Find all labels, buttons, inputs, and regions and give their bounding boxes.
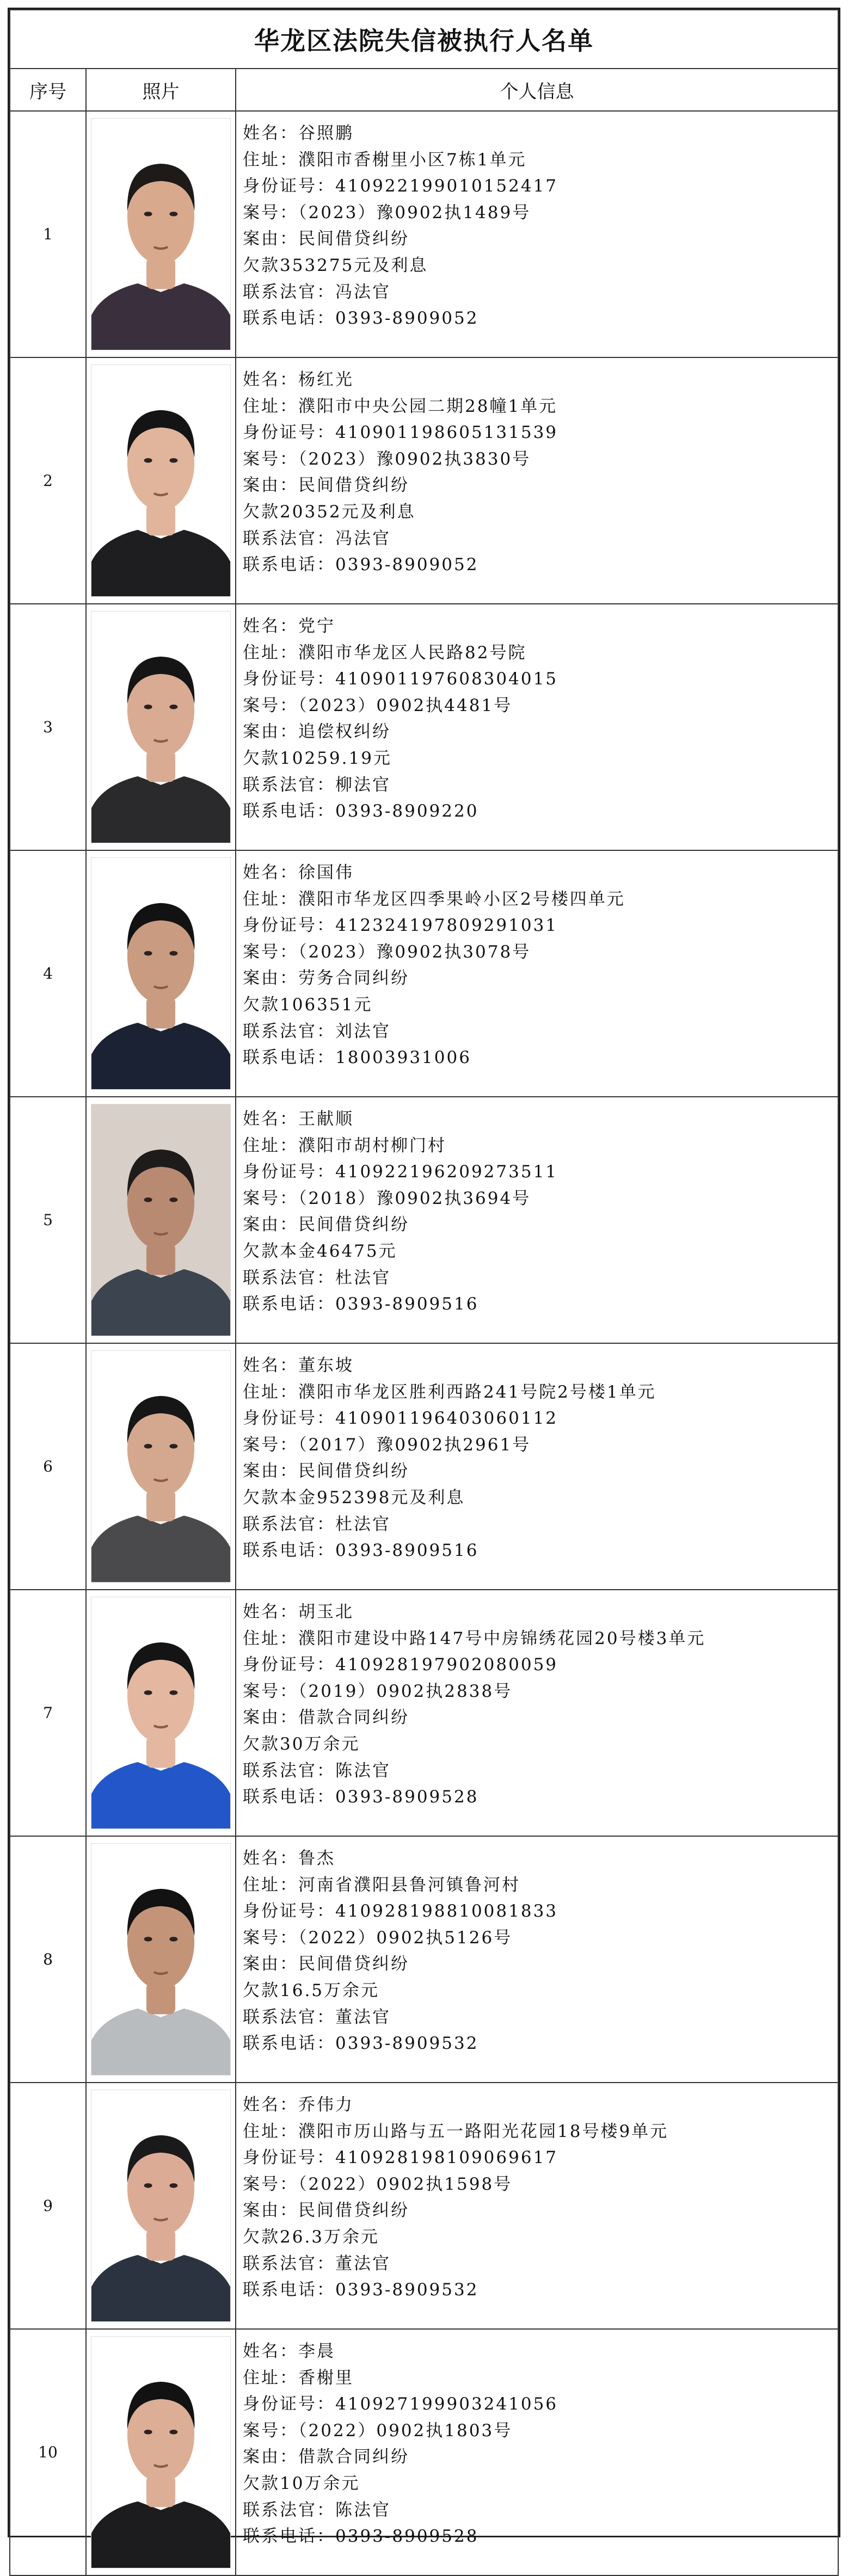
- debt-line: 欠款本金952398元及利息: [243, 1487, 465, 1508]
- address-line: [243, 640, 830, 666]
- judge-value: 杜法官: [335, 1268, 391, 1288]
- judge-value: 刘法官: [335, 1021, 391, 1041]
- personal-info: [236, 1590, 838, 1836]
- case-label: 案号：: [243, 1435, 298, 1455]
- cause-label: 案由：: [243, 2201, 298, 2221]
- judge-line: [243, 2497, 830, 2524]
- debt-line: 欠款30万余元: [243, 1734, 360, 1754]
- photo-cell: [86, 1836, 236, 2083]
- judge-value: 冯法官: [335, 528, 391, 548]
- portrait-photo: [91, 118, 231, 350]
- debtor-table: [9, 9, 839, 2576]
- id-label: 身份证号：: [243, 176, 335, 196]
- debt-line: 欠款本金46475元: [243, 1241, 397, 1261]
- case-value: （2017）豫0902执2961号: [298, 1435, 531, 1455]
- address-value: 濮阳市华龙区胜利西路241号院2号楼1单元: [298, 1382, 656, 1402]
- address-label: 住址：: [243, 1135, 298, 1156]
- portrait-icon: [91, 119, 230, 350]
- cause-value: 民间借贷纠纷: [298, 229, 409, 249]
- portrait-photo: [91, 365, 231, 597]
- name-value: 党宁: [298, 616, 335, 636]
- id-value: 410901196403060112: [335, 1409, 558, 1429]
- judge-line: [243, 1018, 830, 1045]
- name-value: 杨红光: [298, 370, 354, 390]
- address-line: [243, 1626, 830, 1652]
- portrait-icon: [91, 1844, 230, 2075]
- cause-line: [243, 965, 830, 992]
- photo-cell: [86, 2329, 236, 2575]
- judge-label: 联系法官：: [243, 2253, 335, 2274]
- portrait-photo: [91, 1843, 231, 2075]
- id-value: 410928198109069617: [335, 2148, 558, 2168]
- judge-value: 冯法官: [335, 282, 391, 302]
- id-label: 身份证号：: [243, 423, 335, 443]
- address-value: 濮阳市历山路与五一路阳光花园18号楼9单元: [298, 2121, 669, 2141]
- case-value: （2018）豫0902执3694号: [298, 1188, 531, 1208]
- cause-value: 民间借贷纠纷: [298, 475, 409, 496]
- debt-line: 欠款106351元: [243, 994, 373, 1015]
- case-value: （2023）0902执4481号: [298, 695, 513, 715]
- table-row: [10, 1097, 838, 1343]
- phone-value: 0393-8909516: [335, 1294, 479, 1314]
- cause-value: 借款合同纠纷: [298, 1708, 409, 1728]
- portrait-icon: [91, 1104, 230, 1336]
- judge-label: 联系法官：: [243, 1268, 335, 1288]
- judge-label: 联系法官：: [243, 1514, 335, 1534]
- case-value: （2023）豫0902执1489号: [298, 202, 531, 223]
- judge-value: 杜法官: [335, 1514, 391, 1534]
- phone-label: 联系电话：: [243, 555, 335, 575]
- judge-value: 董法官: [335, 2007, 391, 2027]
- id-label: 身份证号：: [243, 1409, 335, 1429]
- id-value: 410901197608304015: [335, 669, 558, 689]
- debt-line: 欠款16.5万余元: [243, 1980, 380, 2000]
- id-line: [243, 1898, 830, 1925]
- photo-cell: [86, 1097, 236, 1343]
- cause-value: 劳务合同纠纷: [298, 968, 409, 989]
- case-value: （2022）0902执1803号: [298, 2420, 513, 2441]
- phone-line: [243, 1045, 830, 1071]
- portrait-photo: [91, 2336, 231, 2568]
- id-line: [243, 666, 830, 693]
- cause-label: 案由：: [243, 1215, 298, 1235]
- judge-label: 联系法官：: [243, 528, 335, 548]
- case-label: 案号：: [243, 1681, 298, 1701]
- phone-line: [243, 798, 830, 825]
- name-value: 董东坡: [298, 1356, 354, 1375]
- cause-label: 案由：: [243, 475, 298, 496]
- case-label: 案号：: [243, 695, 298, 715]
- name-value: 鲁杰: [298, 1849, 335, 1868]
- judge-line: [243, 1265, 830, 1292]
- portrait-icon: [91, 365, 230, 596]
- personal-info: [236, 1097, 838, 1343]
- judge-label: 联系法官：: [243, 282, 335, 302]
- id-label: 身份证号：: [243, 669, 335, 689]
- phone-label: 联系电话：: [243, 2034, 335, 2054]
- judge-value: 陈法官: [335, 2500, 391, 2520]
- name-label: 姓名：: [243, 1356, 298, 1375]
- cause-line: [243, 1704, 830, 1731]
- name-line: [243, 2338, 830, 2365]
- phone-label: 联系电话：: [243, 2526, 335, 2547]
- cause-value: 民间借贷纠纷: [298, 1954, 409, 1974]
- debt-line: 欠款20352元及利息: [243, 502, 416, 522]
- name-label: 姓名：: [243, 2095, 298, 2115]
- header-info: 个人信息: [236, 69, 838, 111]
- photo-cell: [86, 604, 236, 850]
- table-row: [10, 2083, 838, 2329]
- address-value: 濮阳市香榭里小区7栋1单元: [298, 150, 527, 170]
- personal-info: [236, 2329, 838, 2575]
- row-number: 5: [10, 1097, 86, 1343]
- judge-label: 联系法官：: [243, 2007, 335, 2027]
- personal-info: [236, 1836, 838, 2083]
- id-value: 410927199903241056: [335, 2394, 558, 2414]
- personal-info: [236, 1343, 838, 1590]
- portrait-photo: [91, 2090, 231, 2322]
- case-line: [243, 939, 830, 966]
- address-value: 濮阳市中央公园二期28幢1单元: [298, 396, 558, 416]
- id-line: [243, 2145, 830, 2171]
- phone-line: [243, 305, 830, 332]
- case-line: [243, 446, 830, 473]
- case-line: [243, 1925, 830, 1951]
- id-label: 身份证号：: [243, 916, 335, 936]
- name-line: [243, 1106, 830, 1133]
- row-number: 6: [10, 1343, 86, 1590]
- judge-line: [243, 2251, 830, 2277]
- case-line: [243, 1185, 830, 1212]
- debt-line: 欠款10万余元: [243, 2473, 360, 2493]
- cause-line: [243, 2197, 830, 2224]
- case-line: [243, 2171, 830, 2198]
- id-line: [243, 1159, 830, 1185]
- case-line: [243, 693, 830, 719]
- phone-value: 0393-8909052: [335, 555, 479, 575]
- id-value: 412324197809291031: [335, 916, 558, 936]
- name-label: 姓名：: [243, 1109, 298, 1129]
- name-value: 徐国伟: [298, 863, 354, 882]
- portrait-photo: [91, 1104, 231, 1336]
- table-row: [10, 2329, 838, 2575]
- address-label: 住址：: [243, 1628, 298, 1648]
- cause-line: [243, 1212, 830, 1238]
- phone-line: [243, 1537, 830, 1564]
- name-line: [243, 613, 830, 640]
- cause-line: [243, 472, 830, 499]
- cause-label: 案由：: [243, 1954, 298, 1974]
- cause-label: 案由：: [243, 1708, 298, 1728]
- address-value: 香榭里: [298, 2368, 354, 2388]
- case-line: [243, 2418, 830, 2444]
- name-value: 王献顺: [298, 1109, 354, 1129]
- phone-line: [243, 2030, 830, 2057]
- phone-label: 联系电话：: [243, 308, 335, 329]
- case-label: 案号：: [243, 2420, 298, 2441]
- phone-value: 0393-8909528: [335, 2526, 479, 2547]
- address-label: 住址：: [243, 1875, 298, 1895]
- phone-line: [243, 552, 830, 578]
- judge-line: [243, 772, 830, 799]
- case-label: 案号：: [243, 449, 298, 469]
- photo-cell: [86, 1343, 236, 1590]
- address-label: 住址：: [243, 643, 298, 663]
- judge-label: 联系法官：: [243, 775, 335, 795]
- id-line: [243, 1405, 830, 1432]
- row-number: 7: [10, 1590, 86, 1836]
- phone-value: 0393-8909532: [335, 2280, 479, 2300]
- photo-cell: [86, 1590, 236, 1836]
- id-label: 身份证号：: [243, 1162, 335, 1182]
- portrait-icon: [91, 1351, 230, 1582]
- portrait-icon: [91, 611, 230, 843]
- portrait-icon: [91, 858, 230, 1089]
- case-label: 案号：: [243, 202, 298, 223]
- portrait-photo: [91, 1597, 231, 1829]
- id-line: [243, 912, 830, 939]
- case-label: 案号：: [243, 2174, 298, 2194]
- id-value: 410928198810081833: [335, 1901, 558, 1922]
- phone-label: 联系电话：: [243, 801, 335, 821]
- address-line: [243, 2118, 830, 2145]
- phone-line: [243, 2523, 830, 2550]
- id-label: 身份证号：: [243, 1901, 335, 1922]
- portrait-photo: [91, 611, 231, 843]
- address-label: 住址：: [243, 889, 298, 909]
- name-line: [243, 120, 830, 147]
- case-value: （2023）豫0902执3078号: [298, 942, 531, 962]
- address-value: 濮阳市建设中路147号中房锦绣花园20号楼3单元: [298, 1628, 706, 1648]
- cause-value: 民间借贷纠纷: [298, 2201, 409, 2221]
- id-value: 410928197902080059: [335, 1655, 558, 1675]
- judge-value: 董法官: [335, 2253, 391, 2274]
- cause-label: 案由：: [243, 722, 298, 742]
- judge-value: 陈法官: [335, 1760, 391, 1781]
- judge-line: [243, 1758, 830, 1784]
- name-line: [243, 1599, 830, 1626]
- judge-line: [243, 2004, 830, 2031]
- cause-value: 民间借贷纠纷: [298, 1461, 409, 1481]
- portrait-icon: [91, 2090, 230, 2321]
- address-label: 住址：: [243, 1382, 298, 1402]
- name-label: 姓名：: [243, 2342, 298, 2361]
- cause-line: [243, 719, 830, 745]
- portrait-icon: [91, 1597, 230, 1828]
- name-line: [243, 860, 830, 886]
- id-line: [243, 419, 830, 446]
- roster-sheet: [8, 8, 840, 2547]
- phone-label: 联系电话：: [243, 1541, 335, 1561]
- row-number: 8: [10, 1836, 86, 2083]
- case-value: （2022）0902执1598号: [298, 2174, 513, 2194]
- cause-label: 案由：: [243, 1461, 298, 1481]
- address-value: 濮阳市华龙区人民路82号院: [298, 643, 527, 663]
- judge-label: 联系法官：: [243, 1760, 335, 1781]
- row-number: 4: [10, 850, 86, 1097]
- phone-value: 18003931006: [335, 1048, 471, 1068]
- page-title: 华龙区法院失信被执行人名单: [10, 10, 838, 69]
- name-line: [243, 1352, 830, 1379]
- case-line: [243, 1432, 830, 1459]
- cause-value: 民间借贷纠纷: [298, 1215, 409, 1235]
- judge-label: 联系法官：: [243, 1021, 335, 1041]
- phone-line: [243, 1291, 830, 1318]
- phone-label: 联系电话：: [243, 1294, 335, 1314]
- phone-label: 联系电话：: [243, 2280, 335, 2300]
- phone-value: 0393-8909516: [335, 1541, 479, 1561]
- id-line: [243, 173, 830, 200]
- address-value: 濮阳市胡村柳门村: [298, 1135, 446, 1156]
- id-label: 身份证号：: [243, 2148, 335, 2168]
- case-line: [243, 1678, 830, 1705]
- address-label: 住址：: [243, 2368, 298, 2388]
- name-label: 姓名：: [243, 1849, 298, 1868]
- table-row: [10, 1590, 838, 1836]
- table-row: [10, 1343, 838, 1590]
- phone-value: 0393-8909532: [335, 2034, 479, 2054]
- header-no: 序号: [10, 69, 86, 111]
- cause-value: 借款合同纠纷: [298, 2447, 409, 2467]
- case-value: （2019）0902执2838号: [298, 1681, 513, 1701]
- id-line: [243, 2391, 830, 2418]
- table-header: [10, 69, 838, 111]
- phone-label: 联系电话：: [243, 1787, 335, 1807]
- id-value: 410922199010152417: [335, 176, 558, 196]
- name-label: 姓名：: [243, 1602, 298, 1622]
- photo-cell: [86, 111, 236, 357]
- case-line: [243, 200, 830, 226]
- id-value: 410922196209273511: [335, 1162, 558, 1182]
- header-photo: 照片: [86, 69, 236, 111]
- table-row: [10, 111, 838, 357]
- phone-label: 联系电话：: [243, 1048, 335, 1068]
- row-number: 10: [10, 2329, 86, 2575]
- address-value: 河南省濮阳县鲁河镇鲁河村: [298, 1875, 520, 1895]
- name-label: 姓名：: [243, 863, 298, 882]
- photo-cell: [86, 357, 236, 604]
- id-value: 410901198605131539: [335, 423, 558, 443]
- personal-info: [236, 111, 838, 357]
- address-value: 濮阳市华龙区四季果岭小区2号楼四单元: [298, 889, 625, 909]
- cause-line: [243, 226, 830, 252]
- address-line: [243, 1872, 830, 1899]
- address-line: [243, 1379, 830, 1406]
- photo-cell: [86, 850, 236, 1097]
- table-row: [10, 1836, 838, 2083]
- phone-value: 0393-8909052: [335, 308, 479, 329]
- personal-info: [236, 357, 838, 604]
- judge-value: 柳法官: [335, 775, 391, 795]
- id-line: [243, 1652, 830, 1678]
- debt-line: 欠款26.3万余元: [243, 2227, 380, 2247]
- debt-line: 欠款10259.19元: [243, 748, 392, 768]
- personal-info: [236, 2083, 838, 2329]
- case-value: （2022）0902执5126号: [298, 1928, 513, 1948]
- judge-line: [243, 1511, 830, 1538]
- table-row: [10, 357, 838, 604]
- name-value: 李晨: [298, 2342, 335, 2361]
- portrait-photo: [91, 1350, 231, 1583]
- personal-info: [236, 604, 838, 850]
- address-line: [243, 393, 830, 420]
- debt-line: 欠款353275元及利息: [243, 255, 428, 275]
- cause-label: 案由：: [243, 229, 298, 249]
- cause-label: 案由：: [243, 968, 298, 989]
- portrait-icon: [91, 2337, 230, 2568]
- address-line: [243, 147, 830, 174]
- phone-line: [243, 1784, 830, 1811]
- name-line: [243, 1845, 830, 1872]
- phone-value: 0393-8909528: [335, 1787, 479, 1807]
- row-number: 2: [10, 357, 86, 604]
- phone-line: [243, 2277, 830, 2303]
- cause-line: [243, 2444, 830, 2470]
- case-label: 案号：: [243, 942, 298, 962]
- id-label: 身份证号：: [243, 2394, 335, 2414]
- address-line: [243, 1133, 830, 1159]
- address-line: [243, 886, 830, 913]
- name-label: 姓名：: [243, 616, 298, 636]
- cause-line: [243, 1458, 830, 1485]
- table-row: [10, 604, 838, 850]
- address-label: 住址：: [243, 150, 298, 170]
- name-label: 姓名：: [243, 370, 298, 390]
- case-value: （2023）豫0902执3830号: [298, 449, 531, 469]
- cause-label: 案由：: [243, 2447, 298, 2467]
- cause-line: [243, 1951, 830, 1978]
- row-number: 3: [10, 604, 86, 850]
- case-label: 案号：: [243, 1928, 298, 1948]
- cause-value: 追偿权纠纷: [298, 722, 391, 742]
- address-line: [243, 2365, 830, 2392]
- name-line: [243, 2092, 830, 2118]
- table-row: [10, 850, 838, 1097]
- judge-line: [243, 526, 830, 552]
- judge-label: 联系法官：: [243, 2500, 335, 2520]
- address-label: 住址：: [243, 2121, 298, 2141]
- judge-line: [243, 279, 830, 306]
- personal-info: [236, 850, 838, 1097]
- phone-value: 0393-8909220: [335, 801, 479, 821]
- portrait-photo: [91, 857, 231, 1090]
- row-number: 1: [10, 111, 86, 357]
- id-label: 身份证号：: [243, 1655, 335, 1675]
- name-line: [243, 367, 830, 393]
- photo-cell: [86, 2083, 236, 2329]
- name-value: 谷照鹏: [298, 123, 354, 143]
- name-label: 姓名：: [243, 123, 298, 143]
- case-label: 案号：: [243, 1188, 298, 1208]
- name-value: 乔伟力: [298, 2095, 354, 2115]
- name-value: 胡玉北: [298, 1602, 354, 1622]
- row-number: 9: [10, 2083, 86, 2329]
- address-label: 住址：: [243, 396, 298, 416]
